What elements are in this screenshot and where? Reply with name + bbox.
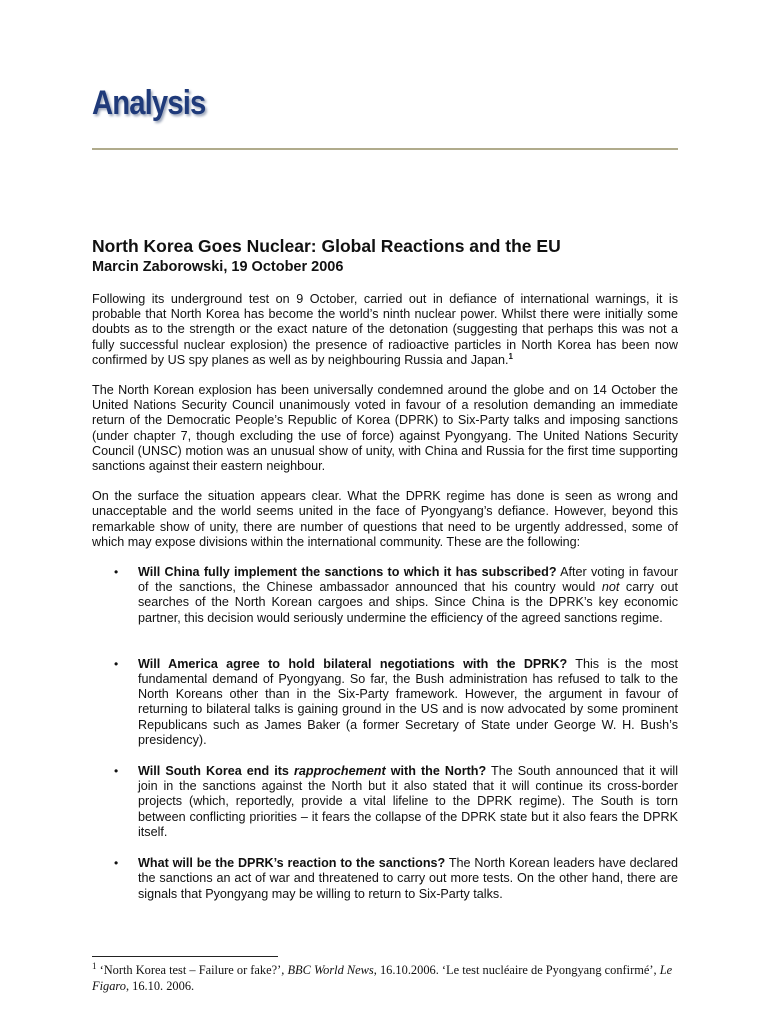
article-byline: Marcin Zaborowski, 19 October 2006 xyxy=(92,259,344,275)
answer-dprk-reaction: The North Korean leaders have declared the sanctions an act of war and threatened to carry out more tests. On the other hand, there are signals that Pyongyang may be willing to return to Six-Party talks. xyxy=(138,856,678,901)
question-south-korea-emphasis: rapprochement xyxy=(294,764,386,779)
footnote-source-figaro: Le Figaro xyxy=(92,963,673,993)
paragraph-3: On the surface the situation appears clear. What the DPRK regime has done is seen as wrong and unacceptable and the world seems united in the face of Pyongyang’s defiance. However, beyond this remarkable show of unity, there are number of questions that need to be urgently addressed, some of which may expose divisions within the international community. These are the following: xyxy=(92,489,678,549)
footnote-number: 1 xyxy=(92,960,97,971)
question-list xyxy=(92,565,678,902)
footnote-text-2: , 16.10.2006. ‘Le test nucléaire de Pyongyang confirmé’, xyxy=(373,963,660,977)
section-header-analysis: Analysis xyxy=(92,84,206,122)
list-item-china xyxy=(92,565,678,626)
question-america: Will America agree to hold bilateral negotiations with the DPRK? xyxy=(138,656,568,671)
header-divider xyxy=(92,148,678,150)
article-title: North Korea Goes Nuclear: Global Reactions and the EU xyxy=(92,236,561,256)
footnote-divider xyxy=(92,956,278,957)
article-body xyxy=(92,292,678,902)
list-item-south-korea xyxy=(92,764,678,840)
paragraph-1 xyxy=(92,292,678,368)
footnote-ref-1: 1 xyxy=(508,351,513,361)
question-china: Will China fully implement the sanctions to which it has subscribed? xyxy=(138,565,557,580)
question-south-korea xyxy=(138,764,486,778)
paragraph-2: The North Korean explosion has been universally condemned around the globe and on 14 October the United Nations Security Council unanimously voted in favour of a resolution demanding an immediate return of the Democratic People’s Republic of Korea (DPRK) to Six-Party talks and imposing sanctions (under chapter 7, though excluding the use of force) against Pyongyang. The United Nations Security Council (UNSC) motion was an unusual show of unity, with China and Russia for the first time supporting sanctions against their eastern neighbour. xyxy=(92,383,678,474)
bullet-icon: • xyxy=(114,856,119,871)
list-item-america xyxy=(92,657,678,748)
bullet-icon: • xyxy=(114,565,119,580)
question-south-korea-part1: Will South Korea end its xyxy=(138,764,294,779)
answer-china-emphasis: not xyxy=(601,580,620,595)
footnote-1 xyxy=(92,962,678,994)
bullet-icon: • xyxy=(114,656,119,671)
footnote-text-3: , 16.10. 2006. xyxy=(125,979,195,993)
answer-south-korea: The South announced that it will join in the sanctions against the North but it also stated that it will continue its cross-border projects (which, reportedly, provide a vital lifeline to the DPRK regime). The South is torn between conflicting priorities – it fears the collapse of the DPRK state but it also fears the DPRK itself. xyxy=(138,764,679,839)
answer-china-part2: carry out searches of the North Korean cargoes and ships. Since China is the DPRK’s key economic partner, this decision would seriously undermine the efficiency of the agreed sanctions regime. xyxy=(138,580,678,625)
footnote-source-bbc: BBC World News xyxy=(287,963,374,977)
paragraph-1-text: Following its underground test on 9 October, carried out in defiance of international warnings, it is probable that North Korea has become the world’s ninth nuclear power. Whilst there were initially some doubts as to the strength or the exact nature of the detonation (suggesting that perhaps this was not a fully successful nuclear explosion) the presence of radioactive particles in North Korea has been now confirmed by US spy planes as well as by neighbouring Russia and Japan. xyxy=(92,292,678,367)
answer-america: This is the most fundamental demand of Pyongyang. So far, the Bush administration has refused to talk to the North Koreans other than in the Six-Party framework. However, the argument in favour of returning to bilateral talks is gaining ground in the US and is now advocated by some prominent Republicans such as James Baker (a former Secretary of State under George W. H. Bush’s presidency). xyxy=(138,656,678,747)
question-south-korea-part2: with the North? xyxy=(385,764,487,779)
answer-china-part1: After voting in favour of the sanctions, the Chinese ambassador announced that his country would xyxy=(138,565,678,595)
question-dprk-reaction: What will be the DPRK’s reaction to the sanctions? xyxy=(138,856,446,871)
footnote-text-1: ‘North Korea test – Failure or fake?’, xyxy=(96,963,288,977)
list-item-dprk-reaction xyxy=(92,856,678,902)
bullet-icon: • xyxy=(114,764,119,779)
